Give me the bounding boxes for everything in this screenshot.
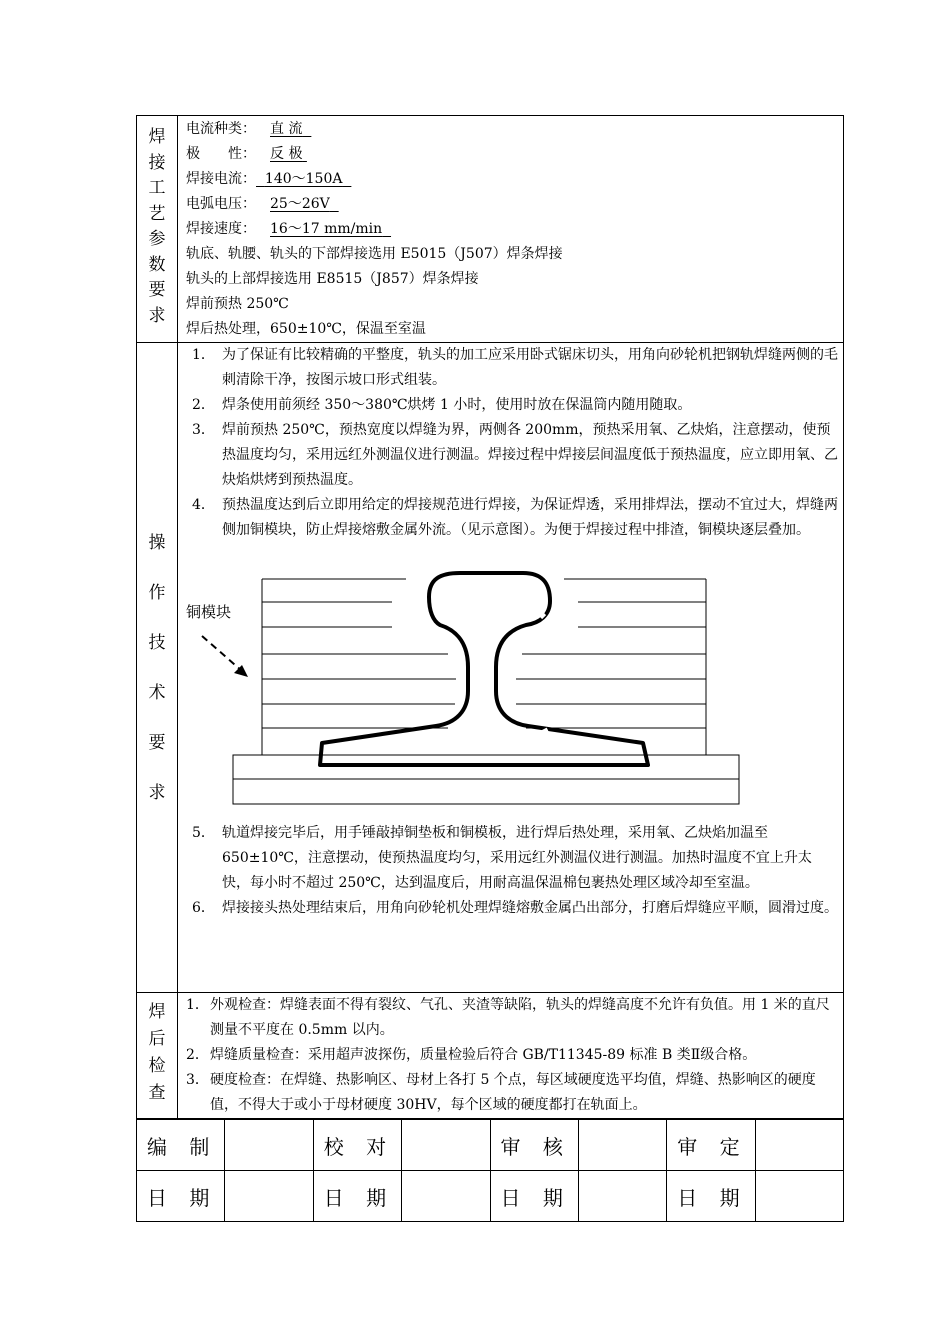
ops-item: 1． 为了保证有比较精确的平整度，轨头的加工应采用卧式锯床切头，用角向砂轮机把钢轨焊缝两侧的毛刺清除干净，按图示坡口形式组装。 [192, 347, 838, 388]
post-label-char: 检 [148, 1056, 166, 1076]
arrow-head-icon [234, 665, 248, 677]
date-row [137, 1171, 844, 1222]
params-label-char: 参 [148, 229, 166, 249]
weld-gap [544, 729, 546, 733]
params-label-char: 数 [148, 254, 166, 275]
param-key: 电流种类： [186, 121, 256, 137]
signoff-table [136, 1119, 844, 1222]
ops-label [137, 343, 178, 993]
rail-weld-figure [178, 543, 843, 821]
param-value: 直 流 [270, 121, 303, 137]
date-label: 日 期 [313, 1171, 401, 1222]
checked-label: 校 对 [313, 1120, 401, 1171]
ops-label-char: 操 [148, 532, 166, 553]
param-value: 反 极 [270, 146, 303, 162]
post-content [178, 993, 844, 1119]
date-field[interactable] [578, 1171, 666, 1222]
params-label-char: 焊 [148, 127, 166, 147]
param-key: 焊接速度： [186, 221, 256, 237]
figure-label: 铜模块 [186, 603, 232, 621]
date-label: 日 期 [667, 1171, 755, 1222]
params-label-char: 要 [148, 280, 166, 300]
checked-field[interactable] [402, 1120, 490, 1171]
param-line: 焊后热处理，650±10℃，保温至室温 [186, 321, 426, 337]
signoff-row [137, 1120, 844, 1171]
approved-label: 审 定 [667, 1120, 755, 1171]
param-value: 16～17 mm/min [270, 221, 383, 237]
reviewed-field[interactable] [578, 1120, 666, 1171]
params-label [137, 116, 178, 343]
param-key: 极 性： [186, 146, 256, 162]
ops-label-char: 求 [148, 782, 166, 803]
ops-item: 3． 焊前预热 250℃，预热宽度以焊缝为界，两侧各 200mm，预热采用氧、乙炔焰，注意摆动，使预热温度均匀，采用远红外测温仪进行测温。焊接过程中焊接层间温度低于预热温度，应立即用氧、乙炔焰烘烤到预热温度。 [192, 422, 838, 488]
arrow-line [202, 636, 242, 671]
date-field[interactable] [402, 1171, 490, 1222]
approved-field[interactable] [755, 1120, 843, 1171]
ops-item: 5． 轨道焊接完毕后，用手锤敲掉铜垫板和铜模板，进行焊后热处理，采用氧、乙炔焰加温至 650±10℃，注意摆动，使预热温度均匀，采用远红外测温仪进行测温。加热时温度不宜上升太快，每小时不超过 250℃，达到温度后，用耐高温保温棉包裹热处理区域冷却至室温。 [192, 825, 812, 891]
prepared-field[interactable] [225, 1120, 313, 1171]
rail-weld-diagram [178, 543, 846, 821]
post-item: 2． 焊缝质量检查：采用超声波探伤，质量检验后符合 GB/T11345-89 标准 B 类Ⅱ级合格。 [186, 1047, 757, 1063]
date-label: 日 期 [137, 1171, 225, 1222]
param-line: 轨头的上部焊接选用 E8515（J857）焊条焊接 [186, 271, 479, 287]
params-label-char: 工 [148, 178, 166, 198]
ops-label-char: 术 [148, 682, 166, 703]
param-line: 焊前预热 250℃ [186, 296, 289, 312]
param-value: 25～26V [270, 196, 330, 212]
ops-label-char: 技 [148, 632, 166, 653]
ops-item: 2． 焊条使用前须经 350～380℃烘烤 1 小时，使用时放在保温筒内随用随取。 [192, 397, 692, 413]
ops-item: 6． 焊接接头热处理结束后，用角向砂轮机处理焊缝熔敷金属凸出部分，打磨后焊缝应平顺，圆滑过度。 [192, 900, 838, 916]
post-label-char: 焊 [148, 1002, 166, 1022]
ops-label-char: 作 [148, 582, 166, 603]
param-value: 140～150A [264, 171, 343, 187]
date-field[interactable] [755, 1171, 843, 1222]
param-row [186, 142, 843, 167]
param-row [186, 167, 843, 192]
process-sheet [136, 115, 844, 1222]
ops-label-char: 要 [148, 732, 166, 753]
post-label [137, 993, 178, 1119]
params-content [178, 116, 844, 343]
param-row [186, 192, 843, 217]
param-key: 焊接电流： [186, 171, 256, 187]
weld-gap [540, 613, 544, 617]
post-item: 3． 硬度检查：在焊缝、热影响区、母材上各打 5 个点，每区域硬度选平均值，焊缝、热影响区的硬度值，不得大于或小于母材硬度 30HV，每个区域的硬度都打在轨面上。 [186, 1072, 816, 1113]
param-row [186, 217, 843, 242]
post-label-char: 查 [148, 1083, 166, 1103]
date-label: 日 期 [490, 1171, 578, 1222]
post-item: 1． 外观检查：焊缝表面不得有裂纹、气孔、夹渣等缺陷，轨头的焊缝高度不允许有负值。用 1 米的直尺测量不平度在 0.5mm 以内。 [186, 997, 830, 1038]
ops-content [178, 343, 844, 993]
post-label-char: 后 [148, 1029, 166, 1049]
params-label-char: 求 [148, 305, 166, 326]
ops-item: 4． 预热温度达到后立即用给定的焊接规范进行焊接，为保证焊透，采用排焊法，摆动不宜过大，焊缝两侧加铜模块，防止焊接熔敷金属外流。（见示意图）。为便于焊接过程中排渣，铜模块逐层叠加。 [192, 497, 838, 538]
date-field[interactable] [225, 1171, 313, 1222]
param-key: 电弧电压： [186, 196, 256, 212]
param-line: 轨底、轨腰、轨头的下部焊接选用 E5015（J507）焊条焊接 [186, 246, 563, 262]
reviewed-label: 审 核 [490, 1120, 578, 1171]
params-label-char: 接 [148, 152, 166, 173]
prepared-label: 编 制 [137, 1120, 225, 1171]
process-table [136, 115, 844, 1119]
param-row [186, 117, 843, 142]
params-label-char: 艺 [148, 203, 166, 224]
